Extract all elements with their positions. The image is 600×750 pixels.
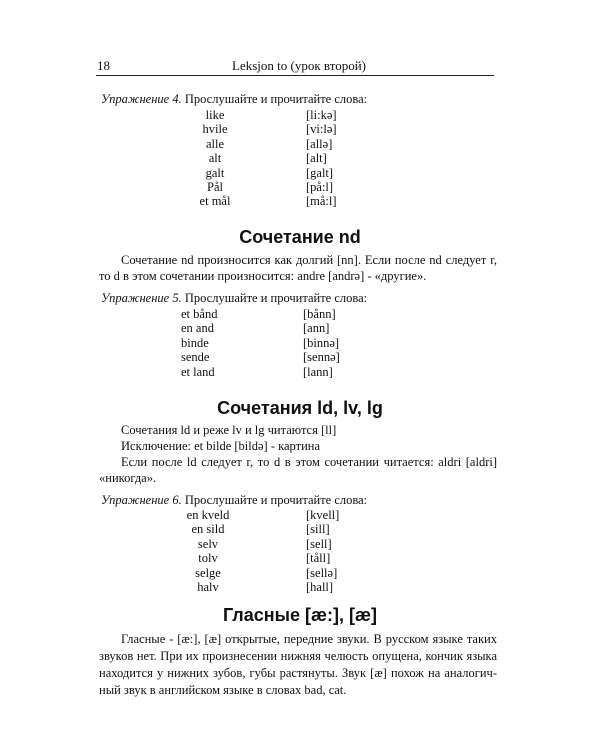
word-item: alle: [205, 136, 225, 151]
word-item: alt: [208, 151, 222, 166]
section-heading-vowels: Гласные [æ:], [æ]: [222, 605, 377, 625]
paragraph-ld-line1: Сочетания ld и реже lv и lg читаются [ll]: [121, 423, 337, 437]
transcription-item: [alt]: [306, 151, 327, 166]
exercise-6-words: [168, 508, 248, 594]
word-item: halv: [197, 580, 219, 595]
paragraph-vowels-line3: находится у нижних зубов, губы растянуты. Звук [æ] похож на аналогич-: [99, 666, 497, 680]
transcription-item: [hall]: [306, 580, 334, 595]
word-item: hvile: [202, 122, 228, 137]
word-item: sende: [181, 350, 210, 365]
transcription-item: [binnə]: [303, 335, 340, 350]
running-title: Leksjon to (урок второй): [232, 58, 366, 73]
transcription-item: [vi:lə]: [306, 122, 337, 137]
section-heading-nd: Сочетание nd: [239, 227, 361, 247]
transcription-item: [på:l]: [306, 180, 334, 195]
paragraph-nd-line2: то d в этом сочетании произносится: andre [andrə] - «другие».: [99, 269, 427, 283]
exercise-label: Упражнение 5.: [101, 291, 182, 305]
transcription-item: [sennə]: [303, 350, 340, 365]
exercise-4-words: [180, 108, 250, 209]
exercise-5-transcriptions: [303, 307, 340, 379]
transcription-item: [galt]: [306, 165, 334, 180]
exercise-instruction: Прослушайте и прочитайте слова:: [184, 92, 368, 106]
word-item: et mål: [199, 194, 231, 209]
word-item: binde: [181, 335, 209, 350]
transcription-item: [ann]: [303, 321, 330, 336]
word-item: like: [205, 108, 225, 122]
word-item: en kveld: [186, 508, 230, 522]
word-item: galt: [205, 165, 225, 180]
page-number: 18: [97, 58, 110, 73]
word-item: Pål: [207, 180, 223, 195]
transcription-item: [tåll]: [306, 551, 331, 566]
transcription-item: [li:kə]: [306, 108, 337, 122]
exercise-instruction: Прослушайте и прочитайте слова:: [184, 291, 368, 305]
exercise-instruction: Прослушайте и прочитайте слова:: [184, 493, 368, 507]
exercise-6-title: [101, 493, 367, 508]
exercise-label: Упражнение 6.: [101, 493, 182, 507]
section-heading-ld: Сочетания ld, lv, lg: [217, 398, 383, 418]
exercise-6-transcriptions: [306, 508, 339, 594]
paragraph-vowels-line1: Гласные - [æ:], [æ] открытые, передние звуки. В русском языке таких: [121, 632, 497, 646]
paragraph-vowels-line2: звуков нет. При их произнесении нижняя челюсть опущена, кончик языка: [99, 649, 497, 663]
transcription-item: [sill]: [306, 522, 330, 537]
transcription-item: [sell]: [306, 536, 332, 551]
header-rule: [96, 75, 494, 76]
word-item: en and: [181, 321, 214, 336]
transcription-item: [kvell]: [306, 508, 340, 522]
exercise-5-title: [101, 291, 367, 306]
word-item: et land: [181, 364, 215, 379]
word-item: selv: [197, 536, 219, 551]
transcription-item: [sellə]: [306, 565, 338, 580]
word-item: selge: [195, 565, 221, 580]
transcription-item: [bånn]: [303, 307, 336, 321]
transcription-item: [lann]: [303, 364, 333, 379]
paragraph-ld-line3: Если после ld следует r, то d в этом сочетании читается: aldri [aldri]: [121, 455, 497, 469]
paragraph-ld-line4: «никогда».: [99, 471, 157, 485]
exercise-4-transcriptions: [306, 108, 337, 209]
word-item: en sild: [191, 522, 225, 537]
transcription-item: [må:l]: [306, 194, 337, 209]
word-item: tolv: [198, 551, 218, 566]
paragraph-vowels-line4: ный звук в английском языке в словах bad, cat.: [99, 683, 347, 697]
exercise-5-words: [181, 307, 217, 379]
transcription-item: [allə]: [306, 136, 333, 151]
word-item: et bånd: [181, 307, 218, 321]
exercise-4-title: [101, 92, 367, 107]
paragraph-ld-line2: Исключение: et bilde [bildə] - картина: [121, 439, 321, 453]
paragraph-nd-line1: Сочетание nd произносится как долгий [nn]. Если после nd следует r,: [121, 253, 497, 267]
exercise-label: Упражнение 4.: [101, 92, 182, 106]
